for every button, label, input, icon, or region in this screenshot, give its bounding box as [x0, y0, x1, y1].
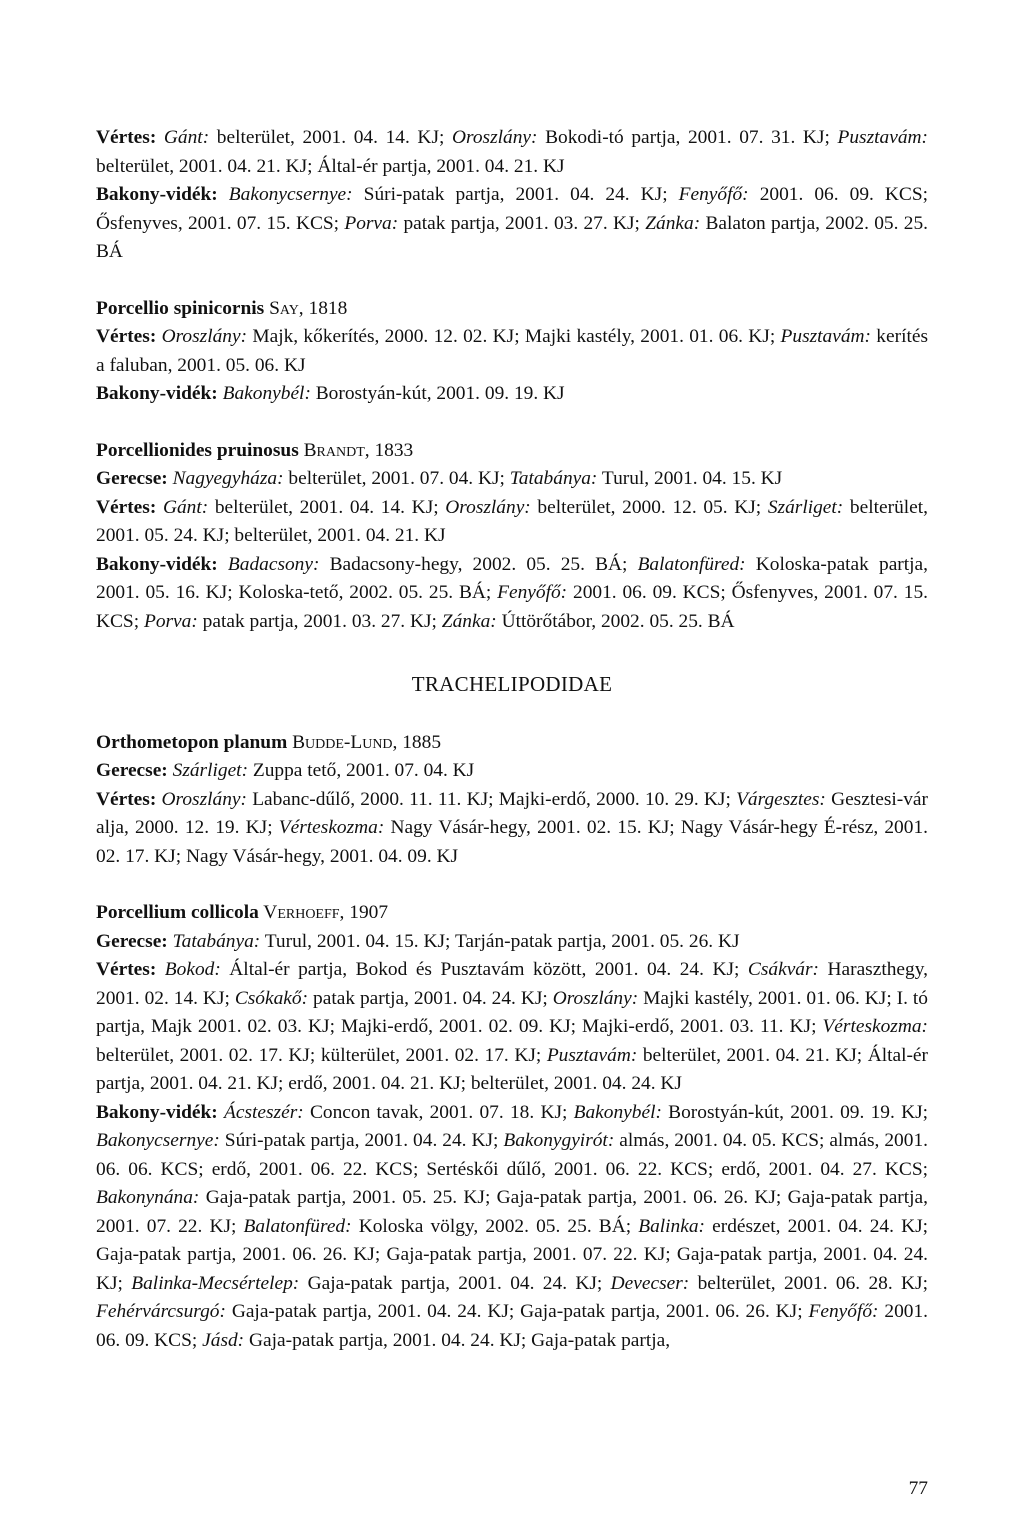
- locality-name: Bakonybél:: [573, 1101, 662, 1123]
- locality-record: 2001. 06. 09. KCS;: [96, 1301, 929, 1351]
- locality-record: Balaton partja, 2002. 05. 25. BÁ: [96, 212, 928, 262]
- locality-name: Balatonfüred:: [243, 1215, 352, 1237]
- locality-record: Zuppa tető, 2001. 07. 04. KJ: [248, 760, 475, 781]
- locality-record: Majk, kőkerítés, 2000. 12. 02. KJ; Majki kastély, 2001. 01. 06. KJ;: [247, 326, 781, 347]
- locality-name: Zánka:: [441, 610, 497, 632]
- species-name: Porcellionides pruinosus: [96, 439, 299, 461]
- page-body: [96, 124, 928, 1383]
- locality-record: kerítés a faluban, 2001. 05. 06. KJ: [96, 326, 928, 376]
- page-number: 77: [908, 1478, 928, 1499]
- locality-name: Csókakő:: [234, 987, 309, 1009]
- locality-name: Csákvár:: [747, 959, 819, 980]
- locality-name: Gánt:: [162, 496, 209, 518]
- region-record: [96, 1099, 928, 1356]
- region-label: Vértes:: [96, 127, 164, 148]
- locality-name: Jásd:: [202, 1329, 245, 1351]
- locality-name: Oroszlány:: [161, 326, 248, 347]
- locality-record: Koloska völgy, 2002. 05. 25. BÁ;: [351, 1215, 639, 1237]
- locality-record: Nagy Vásár-hegy, 2001. 02. 15. KJ; Nagy Vásár-hegy É-rész, 2001. 02. 17. KJ; Nagy Vásár-hegy, 2001. 04. 09. KJ: [96, 817, 928, 867]
- locality-name: Balinka:: [638, 1215, 706, 1237]
- locality-name: Fenyőfő:: [678, 184, 749, 205]
- locality-name: Pusztavám:: [780, 326, 872, 347]
- locality-record: Turul, 2001. 04. 15. KJ: [597, 468, 783, 489]
- locality-name: Tatabánya:: [509, 468, 598, 489]
- region-label: Bakony-vidék:: [96, 184, 229, 205]
- species-author: Say, 1818: [264, 297, 348, 319]
- locality-record: Súri-patak partja, 2001. 04. 24. KJ;: [219, 1130, 504, 1151]
- locality-record: belterület, 2001. 04. 14. KJ;: [209, 127, 452, 148]
- locality-record: belterület, 2001. 04. 21. KJ; Által-ér partja, 2001. 04. 21. KJ: [96, 155, 565, 177]
- locality-record: Gaja-patak partja, 2001. 04. 24. KJ; Gaja-patak partja,: [244, 1329, 671, 1351]
- locality-record: patak partja, 2001. 04. 24. KJ;: [308, 987, 553, 1009]
- species-author: Brandt, 1833: [298, 439, 414, 461]
- locality-name: Badacsony:: [227, 553, 320, 575]
- species-block: [96, 295, 928, 409]
- locality-record: Súri-patak partja, 2001. 04. 24. KJ;: [352, 184, 679, 205]
- region-record: [96, 494, 928, 551]
- locality-name: Tatabánya:: [172, 930, 261, 952]
- region-label: Bakony-vidék:: [96, 553, 228, 575]
- region-record: [96, 757, 928, 786]
- locality-record: Gesztesi-vár alja, 2000. 12. 19. KJ;: [96, 788, 928, 838]
- species-name: Porcellium collicola: [96, 902, 259, 923]
- species-name: Orthometopon planum: [96, 731, 288, 753]
- species-block: [96, 729, 928, 872]
- locality-record: Által-ér partja, Bokod és Pusztavám között, 2001. 04. 24. KJ;: [220, 959, 748, 980]
- region-label: Gerecse:: [96, 468, 173, 489]
- locality-record: belterület, 2001. 02. 17. KJ; külterület, 2001. 02. 17. KJ;: [96, 1044, 547, 1066]
- species-block: [96, 899, 928, 1355]
- locality-record: erdészet, 2001. 04. 24. KJ; Gaja-patak partja, 2001. 06. 26. KJ; Gaja-patak partja, 2001. 07. 22. KJ; Gaja-patak partja, 2001. 04. 24. KJ;: [96, 1215, 929, 1294]
- locality-name: Bakonycsernye:: [228, 184, 353, 205]
- locality-record: 2001. 06. 09. KCS; Ősfenyves, 2001. 07. 15. KCS;: [96, 582, 928, 632]
- locality-name: Ácsteszér:: [224, 1101, 304, 1123]
- locality-name: Fenyőfő:: [497, 582, 568, 603]
- locality-name: Porva:: [143, 610, 198, 632]
- locality-record: belterület, 2000. 12. 05. KJ;: [530, 496, 768, 518]
- locality-name: Nagyegyháza:: [172, 468, 284, 489]
- locality-record: Bokodi-tó partja, 2001. 07. 31. KJ;: [537, 127, 838, 148]
- locality-name: Devecser:: [610, 1272, 690, 1294]
- locality-record: belterület, 2001. 04. 21. KJ; Által-ér partja, 2001. 04. 21. KJ; erdő, 2001. 04. 21. KJ; belterület, 2001. 04. 24. KJ: [96, 1044, 928, 1094]
- locality-record: Labanc-dűlő, 2000. 11. 11. KJ; Majki-erdő, 2000. 10. 29. KJ;: [246, 788, 737, 810]
- locality-record: Haraszthegy, 2001. 02. 14. KJ;: [96, 959, 929, 1009]
- locality-name: Oroszlány:: [161, 788, 247, 810]
- species-heading: [96, 729, 928, 758]
- locality-record: patak partja, 2001. 03. 27. KJ;: [398, 212, 646, 234]
- locality-record: Úttörőtábor, 2002. 05. 25. BÁ: [496, 610, 735, 632]
- region-label: Vértes:: [96, 788, 162, 810]
- locality-record: Gaja-patak partja, 2001. 04. 24. KJ; Gaja-patak partja, 2001. 06. 26. KJ;: [225, 1301, 809, 1322]
- locality-name: Bokod:: [164, 959, 221, 980]
- locality-record: belterület, 2001. 04. 14. KJ;: [208, 496, 446, 518]
- region-record: [96, 551, 928, 637]
- species-author: Verhoeff, 1907: [258, 902, 389, 923]
- locality-name: Gánt:: [163, 127, 210, 148]
- locality-record: Gaja-patak partja, 2001. 05. 25. KJ; Gaja-patak partja, 2001. 06. 26. KJ; Gaja-patak partja, 2001. 07. 22. KJ;: [96, 1187, 928, 1237]
- locality-name: Oroszlány:: [552, 987, 639, 1009]
- region-label: Bakony-vidék:: [96, 383, 223, 404]
- locality-name: Oroszlány:: [445, 496, 531, 518]
- family-heading: TRACHELIPODIDAE: [411, 672, 613, 696]
- locality-name: Pusztavám:: [546, 1044, 638, 1066]
- locality-record: Turul, 2001. 04. 15. KJ; Tarján-patak partja, 2001. 05. 26. KJ: [260, 930, 740, 952]
- locality-record: belterület, 2001. 05. 24. KJ; belterület, 2001. 04. 21. KJ: [96, 496, 928, 546]
- species-name: Porcellio spinicornis: [96, 297, 265, 319]
- locality-name: Vérteskozma:: [822, 1016, 928, 1037]
- locality-record: Badacsony-hegy, 2002. 05. 25. BÁ;: [319, 553, 638, 575]
- region-record: [96, 124, 928, 181]
- region-record: [96, 181, 928, 267]
- region-label: Vértes:: [96, 326, 162, 347]
- locality-name: Oroszlány:: [452, 127, 538, 148]
- locality-record: belterület, 2001. 06. 28. KJ;: [689, 1272, 928, 1294]
- species-heading: [96, 295, 928, 324]
- locality-name: Szárliget:: [767, 496, 844, 518]
- locality-name: Balatonfüred:: [637, 553, 746, 575]
- locality-name: Porva:: [344, 212, 399, 234]
- locality-record: 2001. 06. 09. KCS; Ősfenyves, 2001. 07. 15. KCS;: [96, 184, 928, 234]
- locality-name: Bakonynána:: [96, 1187, 200, 1208]
- region-label: Gerecse:: [96, 760, 173, 781]
- locality-name: Balinka-Mecsértelep:: [131, 1272, 300, 1294]
- region-label: Vértes:: [96, 959, 165, 980]
- locality-name: Szárliget:: [172, 760, 249, 781]
- locality-name: Fenyőfő:: [808, 1301, 879, 1322]
- locality-record: Borostyán-kút, 2001. 09. 19. KJ;: [661, 1101, 929, 1123]
- locality-record: belterület, 2001. 07. 04. KJ;: [283, 468, 510, 489]
- locality-name: Bakonybél:: [222, 383, 311, 404]
- region-label: Bakony-vidék:: [96, 1101, 225, 1123]
- locality-name: Zánka:: [645, 212, 701, 234]
- region-record: [96, 380, 928, 409]
- locality-name: Pusztavám:: [837, 127, 928, 148]
- locality-record: Gaja-patak partja, 2001. 04. 24. KJ;: [299, 1272, 611, 1294]
- locality-name: Bakonycsernye:: [96, 1130, 220, 1151]
- locality-record: Concon tavak, 2001. 07. 18. KJ;: [303, 1101, 574, 1123]
- region-record: [96, 928, 928, 957]
- region-record: [96, 786, 928, 872]
- locality-name: Fehérvárcsurgó:: [96, 1301, 226, 1322]
- locality-record: almás, 2001. 04. 05. KCS; almás, 2001. 06. 06. KCS; erdő, 2001. 06. 22. KCS; Sertéskői dűlő, 2001. 06. 22. KCS; erdő, 2001. 04. 27. KCS;: [96, 1130, 928, 1180]
- species-heading: [96, 437, 928, 466]
- locality-name: Bakonygyirót:: [503, 1130, 615, 1151]
- region-label: Gerecse:: [96, 930, 173, 952]
- locality-record: Majki kastély, 2001. 01. 06. KJ; I. tó partja, Majk 2001. 02. 03. KJ; Majki-erdő, 2001. 02. 09. KJ; Majki-erdő, 2001. 03. 11. KJ;: [96, 987, 928, 1037]
- species-block: [96, 124, 928, 267]
- region-label: Vértes:: [96, 496, 163, 518]
- region-record: [96, 465, 928, 494]
- locality-name: Vérteskozma:: [278, 817, 385, 838]
- species-heading: [96, 899, 928, 928]
- species-author: Budde-Lund, 1885: [287, 731, 442, 753]
- locality-record: Koloska-patak partja, 2001. 05. 16. KJ; Koloska-tető, 2002. 05. 25. BÁ;: [96, 553, 928, 603]
- locality-name: Várgesztes:: [736, 788, 826, 810]
- locality-record: Borostyán-kút, 2001. 09. 19. KJ: [310, 383, 565, 404]
- region-record: [96, 323, 928, 380]
- locality-record: patak partja, 2001. 03. 27. KJ;: [197, 610, 442, 632]
- species-block: [96, 437, 928, 637]
- region-record: [96, 956, 928, 1099]
